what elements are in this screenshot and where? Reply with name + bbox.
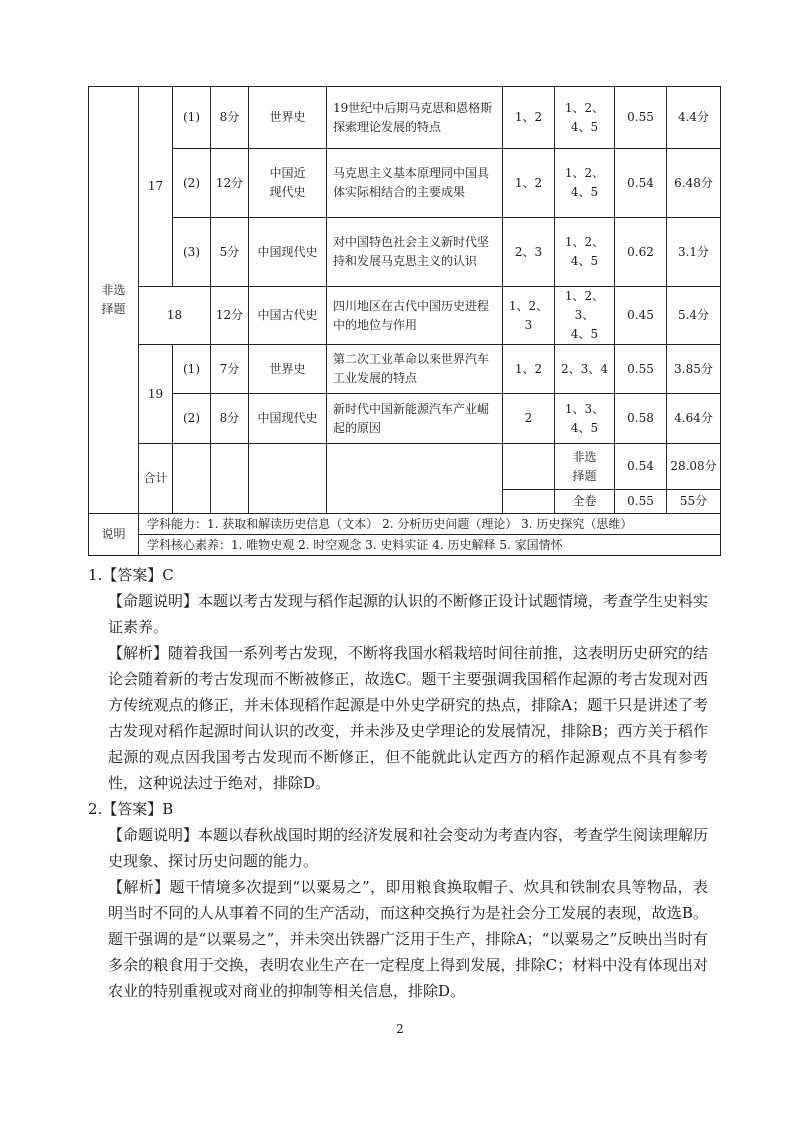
average-score: 3.1分 [667,218,721,287]
table-row [89,394,721,444]
field: 中国现代史 [249,394,327,444]
field: 中国古代史 [249,287,327,345]
empty-cell [503,490,555,514]
table-row [89,444,721,490]
table-row [89,149,721,218]
topic: 新时代中国新能源汽车产业崛起的原因 [327,394,503,444]
group-label: 非选 择题 [89,87,139,514]
analysis: 【解析】随着我国一系列考古发现，不断将我国水稻栽培时间往前推，这表明历史研究的结论会随着新的考古发现而不断被修正，故选C。题干主要强调我国稻作起源的考古发现对西方传统观点的修正，并未体现稻作起源是中外史学研究的热点，排除A；题干只是讲述了考古发现对稻作起源时间认识的改变，并未涉及史学理论的发展情况，排除B；西方关于稻作起源的观点因我国考古发现而不断修正，但不能就此认定西方的稻作起源观点不具有参考性，这种说法过于绝对，排除D。 [108,644,709,792]
page-number: 2 [396,1022,404,1036]
score: 7分 [211,345,249,394]
average-score: 4.64分 [667,394,721,444]
difficulty: 0.54 [615,149,667,218]
empty-cell [211,444,249,514]
sub-part: (3) [173,218,211,287]
average-score: 3.85分 [667,345,721,394]
notes-label: 说明 [89,514,139,556]
score: 12分 [211,287,249,345]
answer-explanations [88,562,709,1004]
sub-part: (2) [173,394,211,444]
question-intent: 【命题说明】本题以春秋战国时期的经济发展和社会变动为考查内容，考查学生阅读理解历史现象、探讨历史问题的能力。 [108,826,709,870]
difficulty: 0.58 [615,394,667,444]
empty-cell [503,444,555,490]
exam-spec-table [88,86,721,556]
topic: 19世纪中后期马克思和恩格斯探索理论发展的特点 [327,87,503,149]
table-row [89,535,721,556]
total-label: 合计 [139,444,173,514]
difficulty: 0.45 [615,287,667,345]
topic: 第二次工业革命以来世界汽车工业发展的特点 [327,345,503,394]
literacy: 1、3、4、5 [555,394,615,444]
empty-cell [249,444,327,514]
sub-part: (1) [173,87,211,149]
empty-cell [327,444,503,514]
literacy: 1、2、4、5 [555,218,615,287]
topic: 四川地区在古代中国历史进程中的地位与作用 [327,287,503,345]
average-score: 28.08分 [667,444,721,490]
ability: 2 [503,394,555,444]
ability: 1、2 [503,345,555,394]
empty-cell [173,444,211,514]
score: 8分 [211,87,249,149]
score: 8分 [211,394,249,444]
difficulty: 0.55 [615,345,667,394]
topic: 对中国特色社会主义新时代坚持和发展马克思主义的认识 [327,218,503,287]
ability: 1、2、3 [503,287,555,345]
sub-part: (1) [173,345,211,394]
question-number: 18 [139,287,211,345]
ability: 1、2 [503,87,555,149]
field: 中国近 现代史 [249,149,327,218]
question-intent: 【命题说明】本题以考古发现与稻作起源的认识的不断修正设计试题情境，考查学生史料实证素养。 [108,592,709,636]
literacy: 1、2、4、5 [555,87,615,149]
topic: 马克思主义基本原理同中国具体实际相结合的主要成果 [327,149,503,218]
question-number: 19 [139,345,173,444]
answer-line: 1.【答案】C [88,566,174,584]
answer-line: 2.【答案】B [88,800,174,818]
average-score: 5.4分 [667,287,721,345]
literacy: 2、3、4 [555,345,615,394]
literacy: 1、2、4、5 [555,149,615,218]
total-scope: 非选 择题 [555,444,615,490]
ability-legend: 学科能力：1. 获取和解读历史信息（文本） 2. 分析历史问题（理论） 3. 历史探究（思维） [139,514,721,535]
literacy: 1、2、3、 4、5 [555,287,615,345]
field: 中国现代史 [249,218,327,287]
difficulty: 0.55 [615,87,667,149]
table-row [89,87,721,149]
total-scope: 全卷 [555,490,615,514]
field: 世界史 [249,87,327,149]
field: 世界史 [249,345,327,394]
literacy-legend: 学科核心素养：1. 唯物史观 2. 时空观念 3. 史料实证 4. 历史解释 5. 家国情怀 [139,535,721,556]
difficulty: 0.54 [615,444,667,490]
question-number: 17 [139,87,173,287]
table-row [89,345,721,394]
average-score: 6.48分 [667,149,721,218]
table-row [89,287,721,345]
table-row [89,514,721,535]
sub-part: (2) [173,149,211,218]
difficulty: 0.55 [615,490,667,514]
score: 12分 [211,149,249,218]
table-row [89,218,721,287]
analysis: 【解析】题干情境多次提到“以粟易之”，即用粮食换取帽子、炊具和铁制农具等物品，表明当时不同的人从事着不同的生产活动，而这种交换行为是社会分工发展的表现，故选B。题干强调的是“以粟易之”，并未突出铁器广泛用于生产，排除A；“以粟易之”反映出当时有多余的粮食用于交换，表明农业生产在一定程度上得到发展，排除C；材料中没有体现出对农业的特别重视或对商业的抑制等相关信息，排除D。 [108,878,708,1000]
difficulty: 0.62 [615,218,667,287]
ability: 1、2 [503,149,555,218]
average-score: 4.4分 [667,87,721,149]
average-score: 55分 [667,490,721,514]
score: 5分 [211,218,249,287]
ability: 2、3 [503,218,555,287]
